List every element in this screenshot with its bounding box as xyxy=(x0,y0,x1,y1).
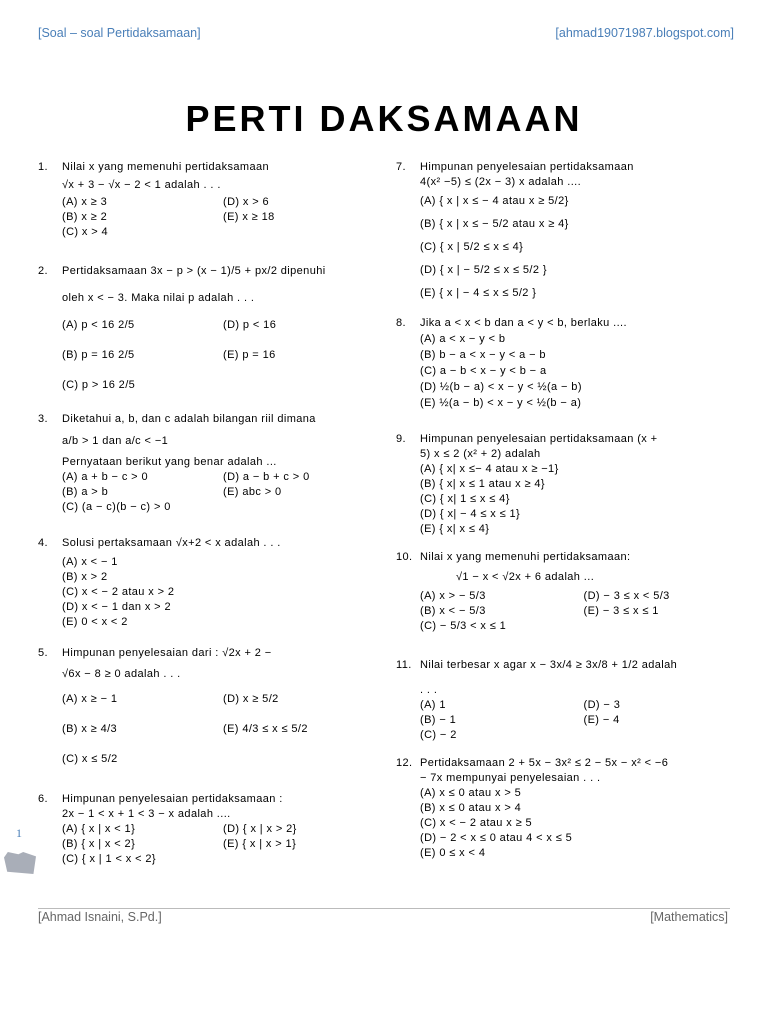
question-5 xyxy=(38,646,378,774)
question-stem: − 7x mempunyai penyelesaian . . . xyxy=(420,772,601,784)
question-10 xyxy=(396,550,741,634)
option: (E) 0 < x < 2 xyxy=(62,616,128,628)
option: (D) − 2 < x ≤ 0 atau 4 < x ≤ 5 xyxy=(420,832,573,844)
question-number: 7. xyxy=(396,161,406,173)
question-stem: Himpunan penyelesaian pertidaksamaan xyxy=(420,161,634,173)
question-stem: Nilai terbesar x agar x − 3x/4 ≥ 3x/8 + 1/2 adalah xyxy=(420,659,678,671)
question-stem: √x + 3 − √x − 2 < 1 adalah . . . xyxy=(62,179,221,191)
option: (B) { x| x ≤ 1 atau x ≥ 4} xyxy=(420,478,545,490)
option: (B) x ≥ 4/3 xyxy=(62,723,118,735)
option: (D) x ≥ 5/2 xyxy=(223,693,279,705)
question-stem: Solusi pertaksamaan √x+2 < x adalah . . . xyxy=(62,537,281,549)
option: (C) { x | 5/2 ≤ x ≤ 4} xyxy=(420,241,524,253)
question-stem: Himpunan penyelesaian pertidaksamaan (x + xyxy=(420,433,658,445)
question-number: 6. xyxy=(38,793,48,805)
option: (C) a − b < x − y < b − a xyxy=(420,365,547,377)
footer-divider xyxy=(38,908,730,909)
option: (E) { x | − 4 ≤ x ≤ 5/2 } xyxy=(420,287,537,299)
option: (B) { x | x ≤ − 5/2 atau x ≥ 4} xyxy=(420,218,569,230)
question-stem: . . . xyxy=(420,684,438,696)
option: (B) { x | x < 2} xyxy=(62,838,136,850)
option: (E) − 4 xyxy=(583,714,620,726)
question-8 xyxy=(396,316,741,411)
logo-icon xyxy=(4,852,36,874)
question-stem: 4(x² −5) ≤ (2x − 3) x adalah .... xyxy=(420,176,582,188)
question-number: 1. xyxy=(38,161,48,173)
footer-left: [Ahmad Isnaini, S.Pd.] xyxy=(38,910,162,924)
option: (D) { x| − 4 ≤ x ≤ 1} xyxy=(420,508,521,520)
option: (E) x ≥ 18 xyxy=(223,211,275,223)
question-stem: oleh x < − 3. Maka nilai p adalah . . . xyxy=(62,292,255,304)
question-stem: √6x − 8 ≥ 0 adalah . . . xyxy=(62,668,181,680)
option: (D) − 3 xyxy=(583,699,621,711)
question-12 xyxy=(396,756,741,861)
question-4 xyxy=(38,536,378,630)
option: (A) { x | x ≤ − 4 atau x ≥ 5/2} xyxy=(420,195,569,207)
option: (E) { x| x ≤ 4} xyxy=(420,523,490,535)
option: (A) a < x − y < b xyxy=(420,333,506,345)
option: (C) − 5/3 < x ≤ 1 xyxy=(420,620,507,632)
option: (A) x ≥ 3 xyxy=(62,196,108,208)
question-11 xyxy=(396,658,741,743)
option: (E) { x | x > 1} xyxy=(223,838,297,850)
question-stem: √1 − x < √2x + 6 adalah ... xyxy=(456,571,595,583)
question-stem: Pertidaksamaan 3x − p > (x − 1)/5 + px/2 dipenuhi xyxy=(62,265,326,277)
option: (C) (a − c)(b − c) > 0 xyxy=(62,501,171,513)
question-stem: a/b > 1 dan a/c < −1 xyxy=(62,435,169,447)
option: (A) x < − 1 xyxy=(62,556,118,568)
question-number: 8. xyxy=(396,317,406,329)
page-title: PERTI DAKSAMAAN xyxy=(185,98,583,139)
option: (A) 1 xyxy=(420,699,446,711)
option: (C) x ≤ 5/2 xyxy=(62,753,118,765)
question-number: 4. xyxy=(38,537,48,549)
option: (D) ½(b − a) < x − y < ½(a − b) xyxy=(420,381,582,393)
question-number: 11. xyxy=(396,659,412,671)
question-2 xyxy=(38,264,378,400)
question-1 xyxy=(38,160,378,240)
question-number: 5. xyxy=(38,647,48,659)
header-left: [Soal – soal Pertidaksamaan] xyxy=(38,26,201,40)
option: (B) x ≤ 0 atau x > 4 xyxy=(420,802,522,814)
question-number: 2. xyxy=(38,265,48,277)
option: (C) { x| 1 ≤ x ≤ 4} xyxy=(420,493,510,505)
question-stem: Pernyataan berikut yang benar adalah ... xyxy=(62,456,277,468)
option: (E) p = 16 xyxy=(223,349,276,361)
footer-right: [Mathematics] xyxy=(650,910,728,924)
question-stem: Nilai x yang memenuhi pertidaksamaan: xyxy=(420,551,631,563)
header-right: [ahmad19071987.blogspot.com] xyxy=(555,26,734,40)
option: (B) p = 16 2/5 xyxy=(62,349,135,361)
option: (C) x < − 2 atau x ≥ 5 xyxy=(420,817,533,829)
option: (D) { x | x > 2} xyxy=(223,823,297,835)
option: (E) 4/3 ≤ x ≤ 5/2 xyxy=(223,723,308,735)
question-number: 12. xyxy=(396,757,413,769)
option: (D) x < − 1 dan x > 2 xyxy=(62,601,171,613)
question-stem: Pertidaksamaan 2 + 5x − 3x² ≤ 2 − 5x − x² < −6 xyxy=(420,757,669,769)
page-number: 1 xyxy=(16,826,22,840)
question-stem: 5) x ≤ 2 (x² + 2) adalah xyxy=(420,448,541,460)
option: (D) { x | − 5/2 ≤ x ≤ 5/2 } xyxy=(420,264,547,276)
option: (A) { x | x < 1} xyxy=(62,823,136,835)
question-stem: Jika a < x < b dan a < y < b, berlaku .... xyxy=(420,317,627,329)
option: (A) x ≤ 0 atau x > 5 xyxy=(420,787,522,799)
question-number: 10. xyxy=(396,551,413,563)
option: (D) − 3 ≤ x < 5/3 xyxy=(583,590,670,602)
question-6 xyxy=(38,792,378,867)
question-number: 9. xyxy=(396,433,406,445)
option: (D) p < 16 xyxy=(223,319,277,331)
option: (E) 0 ≤ x < 4 xyxy=(420,847,486,859)
option: (A) p < 16 2/5 xyxy=(62,319,135,331)
option: (E) abc > 0 xyxy=(223,486,282,498)
question-7 xyxy=(396,160,741,305)
option: (B) x > 2 xyxy=(62,571,108,583)
option: (E) − 3 ≤ x ≤ 1 xyxy=(583,605,659,617)
question-number: 3. xyxy=(38,413,48,425)
option: (A) a + b − c > 0 xyxy=(62,471,148,483)
question-stem: Himpunan penyelesaian pertidaksamaan : xyxy=(62,793,283,805)
option: (D) a − b + c > 0 xyxy=(223,471,310,483)
option: (C) x > 4 xyxy=(62,226,109,238)
question-9 xyxy=(396,432,741,537)
option: (B) x < − 5/3 xyxy=(420,605,486,617)
option: (B) x ≥ 2 xyxy=(62,211,108,223)
option: (B) − 1 xyxy=(420,714,457,726)
option: (C) x < − 2 atau x > 2 xyxy=(62,586,175,598)
question-3 xyxy=(38,412,378,515)
option: (A) x ≥ − 1 xyxy=(62,693,118,705)
question-stem: Diketahui a, b, dan c adalah bilangan riil dimana xyxy=(62,413,316,425)
option: (C) { x | 1 < x < 2} xyxy=(62,853,157,865)
option: (A) x > − 5/3 xyxy=(420,590,486,602)
option: (C) p > 16 2/5 xyxy=(62,379,136,391)
option: (B) b − a < x − y < a − b xyxy=(420,349,546,361)
option: (D) x > 6 xyxy=(223,196,270,208)
question-stem: 2x − 1 < x + 1 < 3 − x adalah .... xyxy=(62,808,231,820)
question-stem: Nilai x yang memenuhi pertidaksamaan xyxy=(62,161,269,173)
option: (B) a > b xyxy=(62,486,109,498)
option: (C) − 2 xyxy=(420,729,457,741)
question-stem: Himpunan penyelesaian dari : √2x + 2 − xyxy=(62,647,272,659)
option: (E) ½(a − b) < x − y < ½(b − a) xyxy=(420,397,582,409)
option: (A) { x| x ≤− 4 atau x ≥ −1} xyxy=(420,463,559,475)
